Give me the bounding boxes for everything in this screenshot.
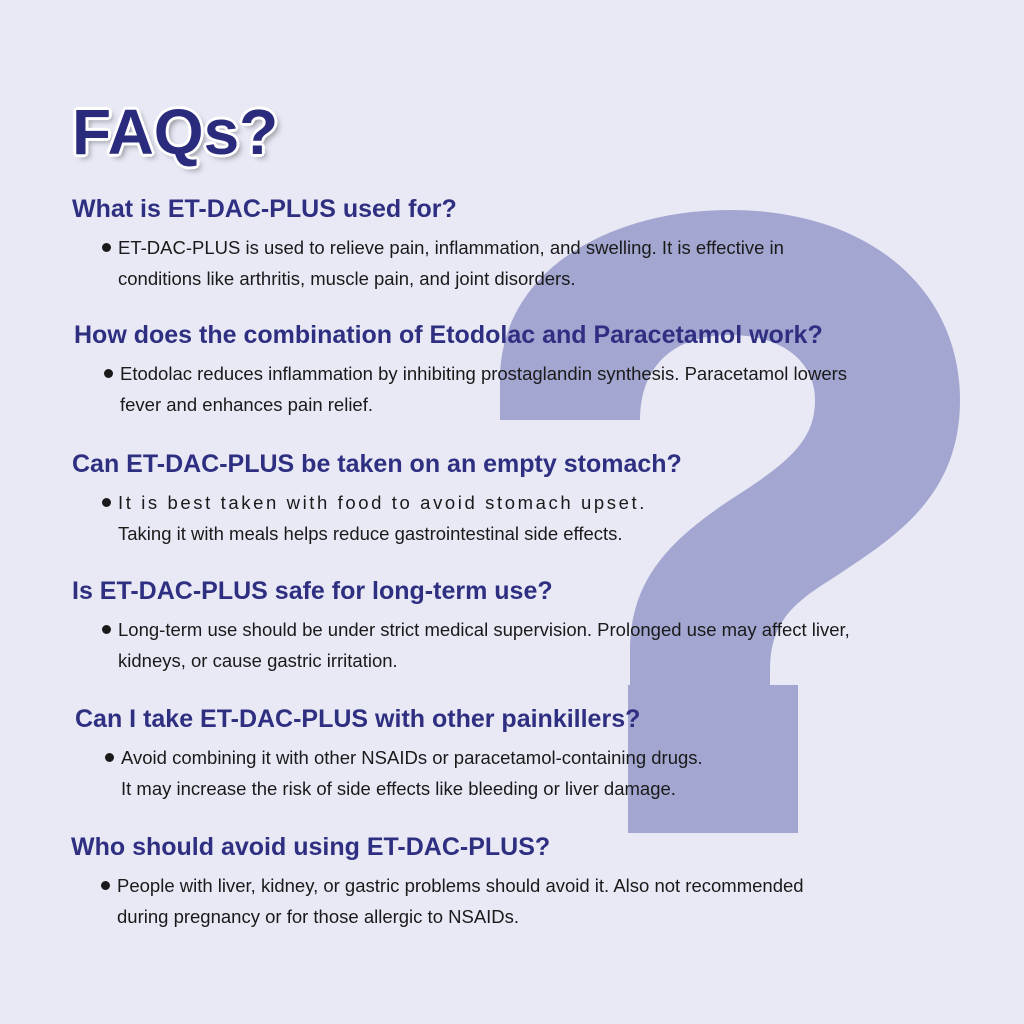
answer-line: People with liver, kidney, or gastric problems should avoid it. Also not recommended <box>117 875 804 896</box>
faq-answer <box>101 870 804 932</box>
answer-line: conditions like arthritis, muscle pain, and joint disorders. <box>118 268 576 289</box>
faq-question: What is ET-DAC-PLUS used for? <box>72 195 457 223</box>
answer-line: Taking it with meals helps reduce gastrointestinal side effects. <box>118 523 623 544</box>
answer-line: during pregnancy or for those allergic to NSAIDs. <box>117 906 520 927</box>
faq-question: Can I take ET-DAC-PLUS with other painkillers? <box>75 705 641 733</box>
answer-line: Etodolac reduces inflammation by inhibiting prostaglandin synthesis. Paracetamol lowers <box>120 363 848 384</box>
faq-question: Who should avoid using ET-DAC-PLUS? <box>71 833 551 861</box>
faq-answer <box>102 232 784 294</box>
faq-item <box>72 194 784 294</box>
faq-item <box>75 704 703 804</box>
bullet-icon <box>105 753 114 762</box>
faq-question: How does the combination of Etodolac and Paracetamol work? <box>74 321 823 349</box>
faq-answer <box>104 358 847 420</box>
answer-line: fever and enhances pain relief. <box>120 394 374 415</box>
answer-line: It may increase the risk of side effects like bleeding or liver damage. <box>121 778 676 799</box>
answer-line: kidneys, or cause gastric irritation. <box>118 650 398 671</box>
faq-answer <box>105 742 703 804</box>
bullet-icon <box>101 881 110 890</box>
faq-answer <box>102 487 682 549</box>
faq-question: Can ET-DAC-PLUS be taken on an empty stomach? <box>72 450 682 478</box>
bullet-icon <box>102 625 111 634</box>
answer-line: It is best taken with food to avoid stomach upset. <box>118 492 647 513</box>
answer-line: ET-DAC-PLUS is used to relieve pain, inflammation, and swelling. It is effective in <box>118 237 784 258</box>
bullet-icon <box>102 243 111 252</box>
faq-answer <box>102 614 850 676</box>
faq-item <box>71 832 804 932</box>
bullet-icon <box>102 498 111 507</box>
faq-item <box>72 576 850 676</box>
faq-item <box>74 320 847 420</box>
bullet-icon <box>104 369 113 378</box>
answer-line: Long-term use should be under strict medical supervision. Prolonged use may affect liver, <box>118 619 850 640</box>
faq-question: Is ET-DAC-PLUS safe for long-term use? <box>72 577 553 605</box>
page-title: FAQs? <box>72 96 279 168</box>
answer-line: Avoid combining it with other NSAIDs or paracetamol-containing drugs. <box>121 747 703 768</box>
faq-item <box>72 449 682 549</box>
